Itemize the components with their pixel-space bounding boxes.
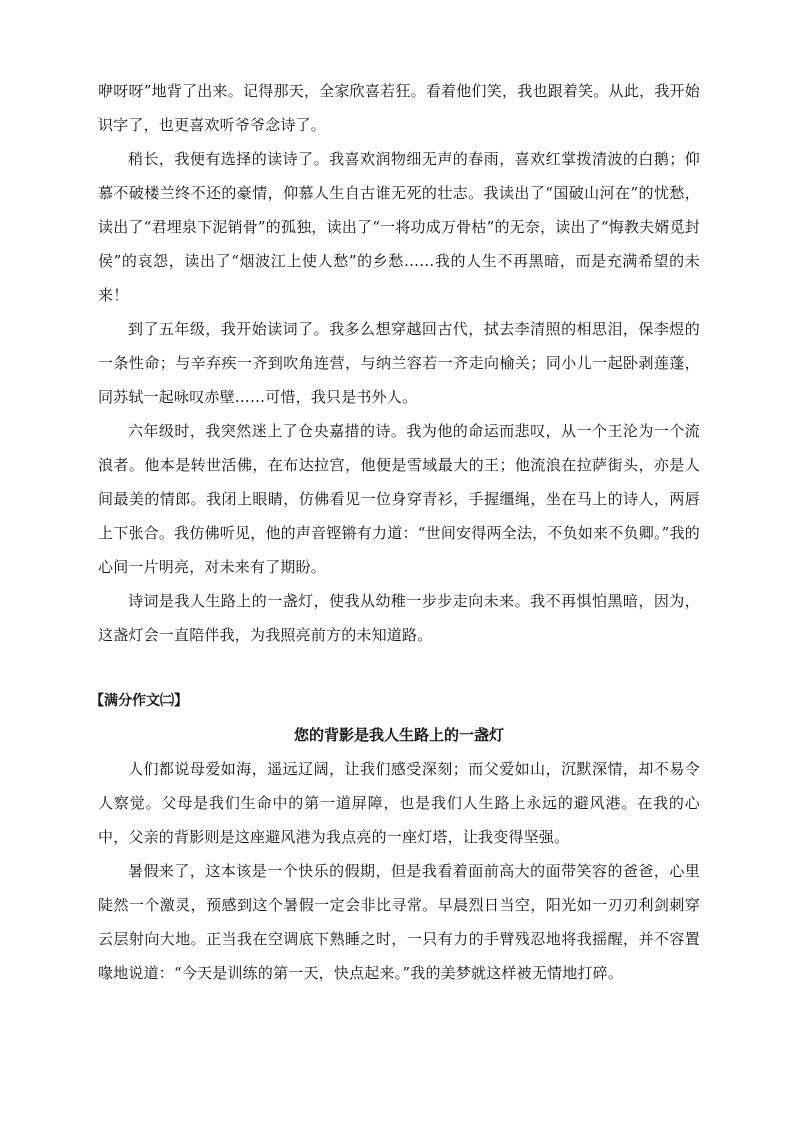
- essay1-paragraph-5: 诗词是我人生路上的一盏灯，使我从幼稚一步步走向未来。我不再惧怕黑暗，因为，这盏灯会一直陪伴我，为我照亮前方的未知道路。: [98, 592, 700, 644]
- document-page: [90, 74, 700, 990]
- essay1-paragraph-3: 到了五年级，我开始读词了。我多么想穿越回古代，拭去李清照的相思泪，保李煜的一条性命；与辛弃疾一齐到吹角连营，与纳兰容若一齐走向榆关；同小儿一起卧剥莲蓬，同苏轼一起咏叹赤壁……可惜，我只是书外人。: [98, 320, 700, 406]
- essay2-paragraph-1: 人们都说母爱如海，遥远辽阔，让我们感受深刻；而父爱如山，沉默深情，却不易令人察觉。父母是我们生命中的第一道屏障，也是我们人生路上永远的避风港。在我的心中，父亲的背影则是这座避风港为我点亮的一座灯塔，让我变得坚强。: [98, 760, 700, 846]
- essay1-paragraph-2: 稍长，我便有选择的读诗了。我喜欢润物细无声的春雨，喜欢红掌拨清波的白鹅；仰慕不破楼兰终不还的豪情，仰慕人生自古谁无死的壮志。我读出了“国破山河在”的忧愁，读出了“君埋泉下泥销骨”的孤独，读出了“一将功成万骨枯”的无奈，读出了“悔教夫婿觅封侯”的哀怨，读出了“烟波江上使人愁”的乡愁……我的人生不再黑暗，而是充满希望的未来！: [98, 150, 700, 304]
- section-label: 【满分作文㈡】: [90, 693, 188, 709]
- essay1-paragraph-4: 六年级时，我突然迷上了仓央嘉措的诗。我为他的命运而悲叹，从一个王沦为一个流浪者。他本是转世活佛，在布达拉宫，他便是雪域最大的王；他流浪在拉萨街头，亦是人间最美的情郎。我闭上眼睛，仿佛看见一位身穿青衫，手握缰绳，坐在马上的诗人，两唇上下张合。我仿佛听见，他的声音铿锵有力道：“世间安得两全法，不负如来不负卿。”我的心间一片明亮，对未来有了期盼。: [98, 422, 700, 576]
- essay2-title: 您的背影是我人生路上的一盏灯: [293, 726, 504, 744]
- essay2-paragraph-2: 暑假来了，这本该是一个快乐的假期，但是我看着面前高大的面带笑容的爸爸，心里陡然一个激灵，预感到这个暑假一定会非比寻常。早晨烈日当空，阳光如一刃刃利剑刺穿云层射向大地。正当我在空调底下熟睡之时，一只有力的手臂残忍地将我摇醒，并不容置喙地说道：“今天是训练的第一天，快点起来。”我的美梦就这样被无情地打碎。: [98, 862, 700, 982]
- essay1-paragraph-1: 咿呀呀”地背了出来。记得那天，全家欣喜若狂。看着他们笑，我也跟着笑。从此，我开始识字了，也更喜欢听爷爷念诗了。: [98, 82, 700, 134]
